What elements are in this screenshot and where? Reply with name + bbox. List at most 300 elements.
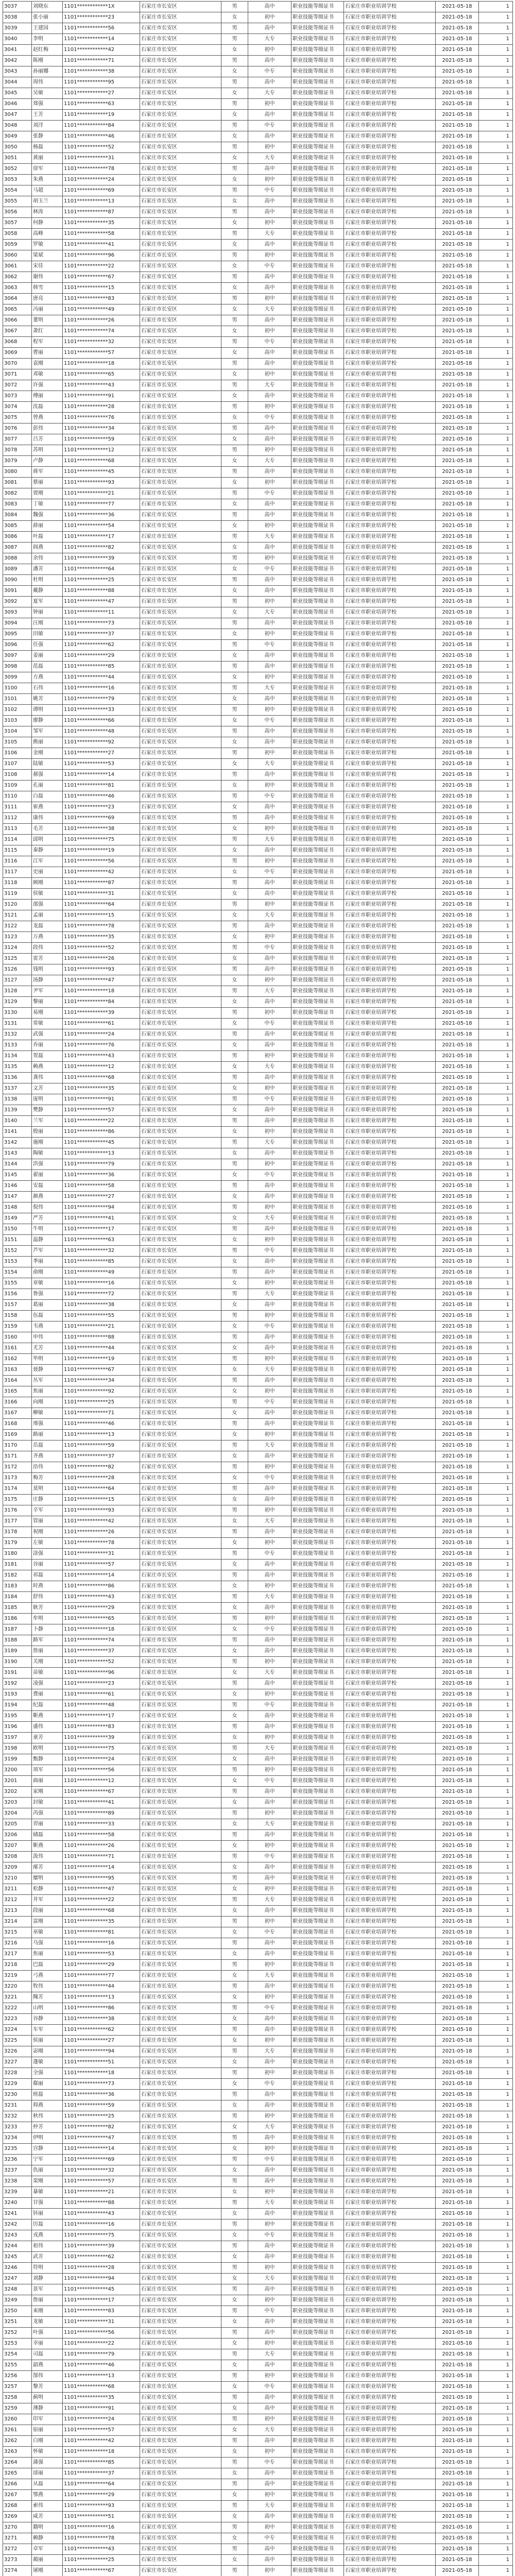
cell-id: 1101************94	[63, 1202, 140, 1213]
cell-name: 郗丽	[32, 2079, 63, 2090]
cell-region: 石家庄市长安区	[140, 2512, 221, 2522]
cell-education: 初中	[248, 2371, 291, 2382]
cell-gender: 男	[221, 23, 248, 34]
table-row	[3, 1516, 513, 1527]
cell-org: 石家庄市职业培训学校	[344, 1841, 436, 1852]
table-row	[3, 1949, 513, 1960]
cell-date: 2021-05-18	[436, 1798, 479, 1808]
cell-cert: 职业技能等级证书	[291, 2025, 344, 2036]
cell-education: 高中	[248, 1495, 291, 1505]
cell-region: 石家庄市长安区	[140, 1668, 221, 1679]
cell-gender: 女	[221, 499, 248, 510]
cell-region: 石家庄市长安区	[140, 575, 221, 586]
cell-id: 1101************22	[63, 1895, 140, 1906]
cell-org: 石家庄市职业培训学校	[344, 791, 436, 802]
cell-date: 2021-05-18	[436, 1311, 479, 1321]
cell-id: 1101************33	[63, 705, 140, 716]
cell-date: 2021-05-18	[436, 2306, 479, 2317]
cell-region: 石家庄市长安区	[140, 2555, 221, 2566]
cell-name: 叶磊	[32, 532, 63, 543]
table-row	[3, 2209, 513, 2219]
cell-no: 3122	[3, 921, 32, 932]
cell-name: 彭伟	[32, 423, 63, 434]
cell-count: 1	[479, 456, 513, 467]
cell-cert: 职业技能等级证书	[291, 2447, 344, 2458]
cell-org: 石家庄市职业培训学校	[344, 2046, 436, 2057]
cell-education: 初中	[248, 1689, 291, 1700]
cell-name: 束刚	[32, 2306, 63, 2317]
cell-id: 1101************93	[63, 1505, 140, 1516]
cell-date: 2021-05-18	[436, 672, 479, 683]
cell-cert: 职业技能等级证书	[291, 510, 344, 521]
cell-count: 1	[479, 1473, 513, 1484]
cell-name: 翟丽	[32, 1170, 63, 1181]
cell-region: 石家庄市长安区	[140, 2338, 221, 2349]
table-row	[3, 240, 513, 250]
cell-org: 石家庄市职业培训学校	[344, 2198, 436, 2209]
cell-name: 姚芳	[32, 694, 63, 705]
cell-name: 芦军	[32, 1246, 63, 1257]
cell-no: 3221	[3, 1992, 32, 2003]
cell-region: 石家庄市长安区	[140, 1473, 221, 1484]
cell-cert: 职业技能等级证书	[291, 2274, 344, 2284]
cell-id: 1101************24	[63, 175, 140, 185]
cell-count: 1	[479, 1527, 513, 1538]
cell-education: 高中	[248, 737, 291, 748]
cell-id: 1101************43	[63, 2209, 140, 2219]
cell-org: 石家庄市职业培训学校	[344, 2522, 436, 2533]
cell-region: 石家庄市长安区	[140, 218, 221, 229]
cell-education: 高中	[248, 2, 291, 12]
cell-no: 3205	[3, 1819, 32, 1830]
cell-gender: 男	[221, 1895, 248, 1906]
cell-id: 1101************1X	[63, 2, 140, 12]
cell-id: 1101************35	[63, 1083, 140, 1094]
cell-name: 白刚	[32, 2436, 63, 2447]
cell-id: 1101************46	[63, 791, 140, 802]
cell-name: 宋佳	[32, 261, 63, 272]
cell-name: 聂静	[32, 1365, 63, 1376]
cell-region: 石家庄市长安区	[140, 142, 221, 153]
cell-region: 石家庄市长安区	[140, 586, 221, 597]
cell-gender: 男	[221, 1267, 248, 1278]
cell-no: 3251	[3, 2317, 32, 2328]
cell-education: 中专	[248, 2079, 291, 2090]
cell-no: 3271	[3, 2533, 32, 2544]
cell-id: 1101************28	[63, 2263, 140, 2274]
cell-date: 2021-05-18	[436, 532, 479, 543]
cell-education: 高中	[248, 2479, 291, 2490]
cell-org: 石家庄市职业培训学校	[344, 1257, 436, 1267]
cell-date: 2021-05-18	[436, 2458, 479, 2468]
cell-cert: 职业技能等级证书	[291, 1808, 344, 1819]
cell-org: 石家庄市职业培训学校	[344, 2155, 436, 2165]
cell-gender: 男	[221, 1419, 248, 1430]
cell-date: 2021-05-18	[436, 1224, 479, 1235]
cell-region: 石家庄市长安区	[140, 716, 221, 726]
cell-org: 石家庄市职业培训学校	[344, 1873, 436, 1884]
cell-org: 石家庄市职业培训学校	[344, 1505, 436, 1516]
cell-no: 3168	[3, 1419, 32, 1430]
table-row	[3, 813, 513, 824]
cell-name: 梁斌	[32, 250, 63, 261]
cell-name: 董明	[32, 315, 63, 326]
cell-region: 石家庄市长安区	[140, 2046, 221, 2057]
cell-gender: 男	[221, 1354, 248, 1365]
table-row	[3, 164, 513, 175]
cell-cert: 职业技能等级证书	[291, 1722, 344, 1733]
cell-org: 石家庄市职业培训学校	[344, 986, 436, 997]
cell-name: 秦静	[32, 845, 63, 856]
cell-id: 1101************13	[63, 1148, 140, 1159]
cell-region: 石家庄市长安区	[140, 824, 221, 835]
table-row	[3, 1451, 513, 1462]
cell-id: 1101************44	[63, 1343, 140, 1354]
cell-count: 1	[479, 1419, 513, 1430]
cell-id: 1101************96	[63, 1668, 140, 1679]
cell-education: 高中	[248, 348, 291, 359]
cell-name: 牧伟	[32, 1981, 63, 1992]
cell-education: 高中	[248, 1560, 291, 1570]
table-row	[3, 2274, 513, 2284]
cell-count: 1	[479, 1581, 513, 1592]
cell-org: 石家庄市职业培训学校	[344, 910, 436, 921]
table-row	[3, 1527, 513, 1538]
cell-date: 2021-05-18	[436, 2025, 479, 2036]
cell-cert: 职业技能等级证书	[291, 1408, 344, 1419]
cell-date: 2021-05-18	[436, 1430, 479, 1440]
cell-education: 大专	[248, 1516, 291, 1527]
cell-org: 石家庄市职业培训学校	[344, 23, 436, 34]
cell-id: 1101************36	[63, 2090, 140, 2100]
cell-region: 石家庄市长安区	[140, 1376, 221, 1386]
cell-education: 初中	[248, 175, 291, 185]
cell-region: 石家庄市长安区	[140, 986, 221, 997]
cell-no: 3042	[3, 56, 32, 66]
cell-org: 石家庄市职业培训学校	[344, 380, 436, 391]
cell-region: 石家庄市长安区	[140, 618, 221, 629]
table-row	[3, 478, 513, 488]
table-row	[3, 932, 513, 943]
cell-gender: 女	[221, 175, 248, 185]
cell-id: 1101************43	[63, 1051, 140, 1062]
cell-no: 3203	[3, 1798, 32, 1808]
cell-cert: 职业技能等级证书	[291, 1365, 344, 1376]
cell-name: 井军	[32, 1895, 63, 1906]
cell-count: 1	[479, 2100, 513, 2111]
cell-cert: 职业技能等级证书	[291, 932, 344, 943]
cell-date: 2021-05-18	[436, 2122, 479, 2133]
cell-date: 2021-05-18	[436, 1246, 479, 1257]
cell-cert: 职业技能等级证书	[291, 1862, 344, 1873]
cell-gender: 女	[221, 672, 248, 683]
cell-no: 3145	[3, 1170, 32, 1181]
cell-no: 3211	[3, 1884, 32, 1895]
cell-date: 2021-05-18	[436, 1624, 479, 1635]
cell-cert: 职业技能等级证书	[291, 748, 344, 759]
cell-count: 1	[479, 781, 513, 791]
cell-cert: 职业技能等级证书	[291, 802, 344, 813]
cell-org: 石家庄市职业培训学校	[344, 1029, 436, 1040]
cell-id: 1101************18	[63, 2447, 140, 2458]
cell-org: 石家庄市职业培训学校	[344, 1679, 436, 1689]
cell-date: 2021-05-18	[436, 12, 479, 23]
cell-no: 3265	[3, 2468, 32, 2479]
cell-date: 2021-05-18	[436, 2317, 479, 2328]
cell-date: 2021-05-18	[436, 835, 479, 845]
cell-no: 3191	[3, 1668, 32, 1679]
cell-gender: 男	[221, 1484, 248, 1495]
cell-no: 3206	[3, 1830, 32, 1841]
cell-gender: 女	[221, 2274, 248, 2284]
cell-no: 3141	[3, 1127, 32, 1138]
cell-id: 1101************86	[63, 1581, 140, 1592]
cell-date: 2021-05-18	[436, 1538, 479, 1549]
cell-count: 1	[479, 478, 513, 488]
cell-region: 石家庄市长安区	[140, 121, 221, 131]
cell-education: 高中	[248, 1646, 291, 1657]
cell-no: 3186	[3, 1614, 32, 1624]
cell-region: 石家庄市长安区	[140, 1581, 221, 1592]
cell-no: 3252	[3, 2328, 32, 2338]
cell-no: 3228	[3, 2068, 32, 2079]
cell-cert: 职业技能等级证书	[291, 185, 344, 196]
cell-region: 石家庄市长安区	[140, 1776, 221, 1787]
cell-org: 石家庄市职业培训学校	[344, 856, 436, 867]
cell-region: 石家庄市长安区	[140, 1235, 221, 1246]
cell-date: 2021-05-18	[436, 1354, 479, 1365]
cell-no: 3037	[3, 2, 32, 12]
cell-count: 1	[479, 2566, 513, 2576]
cell-no: 3081	[3, 478, 32, 488]
cell-no: 3148	[3, 1202, 32, 1213]
cell-id: 1101************26	[63, 1841, 140, 1852]
cell-count: 1	[479, 1213, 513, 1224]
cell-no: 3077	[3, 434, 32, 445]
cell-count: 1	[479, 413, 513, 423]
cell-no: 3215	[3, 1927, 32, 1938]
cell-region: 石家庄市长安区	[140, 770, 221, 781]
table-row	[3, 1343, 513, 1354]
cell-count: 1	[479, 1484, 513, 1495]
cell-region: 石家庄市长安区	[140, 34, 221, 45]
cell-no: 3158	[3, 1311, 32, 1321]
cell-id: 1101************15	[63, 910, 140, 921]
cell-cert: 职业技能等级证书	[291, 575, 344, 586]
cell-cert: 职业技能等级证书	[291, 1624, 344, 1635]
cell-cert: 职业技能等级证书	[291, 1927, 344, 1938]
cell-education: 高中	[248, 434, 291, 445]
cell-cert: 职业技能等级证书	[291, 1300, 344, 1311]
cell-count: 1	[479, 1679, 513, 1689]
cell-education: 高中	[248, 1408, 291, 1419]
cell-name: 杜明	[32, 575, 63, 586]
cell-date: 2021-05-18	[436, 2176, 479, 2187]
cell-no: 3219	[3, 1971, 32, 1981]
cell-gender: 男	[221, 1873, 248, 1884]
cell-name: 黎丽	[32, 997, 63, 1008]
cell-region: 石家庄市长安区	[140, 1603, 221, 1614]
cell-no: 3084	[3, 510, 32, 521]
cell-count: 1	[479, 185, 513, 196]
cell-education: 大专	[248, 1213, 291, 1224]
cell-no: 3051	[3, 153, 32, 164]
cell-name: 卓军	[32, 2544, 63, 2555]
cell-name: 范磊	[32, 662, 63, 672]
cell-id: 1101************56	[63, 2328, 140, 2338]
cell-gender: 女	[221, 326, 248, 337]
cell-name: 齐燕	[32, 1451, 63, 1462]
cell-gender: 女	[221, 1235, 248, 1246]
cell-count: 1	[479, 2219, 513, 2230]
cell-org: 石家庄市职业培训学校	[344, 1430, 436, 1440]
table-row	[3, 521, 513, 532]
cell-education: 大专	[248, 1062, 291, 1073]
cell-count: 1	[479, 12, 513, 23]
cell-no: 3082	[3, 488, 32, 499]
table-row	[3, 2100, 513, 2111]
cell-org: 石家庄市职业培训学校	[344, 2057, 436, 2068]
cell-count: 1	[479, 2025, 513, 2036]
cell-name: 吴敏	[32, 88, 63, 99]
cell-education: 高中	[248, 1722, 291, 1733]
cell-no: 3202	[3, 1787, 32, 1798]
cell-count: 1	[479, 1960, 513, 1971]
cell-name: 邵强	[32, 900, 63, 910]
cell-no: 3236	[3, 2155, 32, 2165]
cell-date: 2021-05-18	[436, 845, 479, 856]
cell-cert: 职业技能等级证书	[291, 521, 344, 532]
cell-gender: 男	[221, 662, 248, 672]
cell-org: 石家庄市职业培训学校	[344, 2403, 436, 2414]
cell-org: 石家庄市职业培训学校	[344, 1981, 436, 1992]
table-row	[3, 1267, 513, 1278]
cell-name: 许强	[32, 380, 63, 391]
cell-cert: 职业技能等级证书	[291, 1343, 344, 1354]
cell-education: 高中	[248, 1873, 291, 1884]
cell-education: 高中	[248, 77, 291, 88]
cell-id: 1101************22	[63, 261, 140, 272]
cell-education: 初中	[248, 1278, 291, 1289]
table-row	[3, 672, 513, 683]
cell-gender: 女	[221, 1992, 248, 2003]
cell-no: 3108	[3, 770, 32, 781]
cell-date: 2021-05-18	[436, 1711, 479, 1722]
cell-date: 2021-05-18	[436, 1776, 479, 1787]
cell-count: 1	[479, 629, 513, 640]
cell-id: 1101************61	[63, 1019, 140, 1029]
table-row	[3, 1873, 513, 1884]
cell-name: 邓敏	[32, 369, 63, 380]
table-row	[3, 2165, 513, 2176]
cell-gender: 女	[221, 304, 248, 315]
cell-id: 1101************18	[63, 986, 140, 997]
cell-date: 2021-05-18	[436, 1603, 479, 1614]
table-row	[3, 629, 513, 640]
cell-no: 3269	[3, 2512, 32, 2522]
cell-cert: 职业技能等级证书	[291, 1267, 344, 1278]
cell-region: 石家庄市长安区	[140, 607, 221, 618]
cell-cert: 职业技能等级证书	[291, 1083, 344, 1094]
cell-count: 1	[479, 131, 513, 142]
cell-education: 中专	[248, 1549, 291, 1560]
cell-org: 石家庄市职业培训学校	[344, 1884, 436, 1895]
cell-region: 石家庄市长安区	[140, 900, 221, 910]
table-row	[3, 1884, 513, 1895]
table-row	[3, 99, 513, 110]
cell-region: 石家庄市长安区	[140, 1873, 221, 1884]
cell-count: 1	[479, 1343, 513, 1354]
table-row	[3, 1560, 513, 1570]
cell-count: 1	[479, 2403, 513, 2414]
cell-gender: 男	[221, 532, 248, 543]
cell-cert: 职业技能等级证书	[291, 1051, 344, 1062]
cell-count: 1	[479, 640, 513, 651]
cell-count: 1	[479, 1971, 513, 1981]
cell-org: 石家庄市职业培训学校	[344, 445, 436, 456]
cell-gender: 女	[221, 1148, 248, 1159]
cell-date: 2021-05-18	[436, 110, 479, 121]
cell-region: 石家庄市长安区	[140, 2566, 221, 2576]
cell-region: 石家庄市长安区	[140, 2252, 221, 2263]
cell-name: 贾刚	[32, 488, 63, 499]
table-row	[3, 175, 513, 185]
cell-date: 2021-05-18	[436, 348, 479, 359]
cell-no: 3129	[3, 997, 32, 1008]
cell-no: 3201	[3, 1776, 32, 1787]
cell-org: 石家庄市职业培训学校	[344, 2122, 436, 2133]
cell-org: 石家庄市职业培训学校	[344, 2003, 436, 2014]
cell-no: 3091	[3, 586, 32, 597]
cell-no: 3270	[3, 2522, 32, 2533]
cell-education: 中专	[248, 716, 291, 726]
cell-count: 1	[479, 1884, 513, 1895]
cell-count: 1	[479, 716, 513, 726]
cell-id: 1101************57	[63, 2425, 140, 2436]
cell-date: 2021-05-18	[436, 294, 479, 304]
cell-gender: 女	[221, 1884, 248, 1895]
cell-id: 1101************67	[63, 1787, 140, 1798]
cell-no: 3193	[3, 1689, 32, 1700]
cell-count: 1	[479, 2176, 513, 2187]
cell-name: 邱明	[32, 835, 63, 845]
cell-region: 石家庄市长安区	[140, 2403, 221, 2414]
cell-org: 石家庄市职业培训学校	[344, 250, 436, 261]
cell-id: 1101************45	[63, 2284, 140, 2295]
table-row	[3, 2068, 513, 2079]
cell-org: 石家庄市职业培训学校	[344, 1181, 436, 1192]
cell-org: 石家庄市职业培训学校	[344, 2079, 436, 2090]
cell-name: 余伟	[32, 553, 63, 564]
cell-date: 2021-05-18	[436, 164, 479, 175]
cell-name: 俞刚	[32, 1267, 63, 1278]
cell-count: 1	[479, 142, 513, 153]
cell-cert: 职业技能等级证书	[291, 2263, 344, 2274]
cell-date: 2021-05-18	[436, 1516, 479, 1527]
cell-org: 石家庄市职业培训学校	[344, 402, 436, 413]
cell-name: 项军	[32, 1765, 63, 1776]
table-row	[3, 1397, 513, 1408]
cell-region: 石家庄市长安区	[140, 1981, 221, 1992]
cell-education: 高中	[248, 1711, 291, 1722]
cell-education: 初中	[248, 2338, 291, 2349]
cell-education: 初中	[248, 1884, 291, 1895]
cell-cert: 职业技能等级证书	[291, 2187, 344, 2198]
cell-count: 1	[479, 153, 513, 164]
cell-org: 石家庄市职业培训学校	[344, 932, 436, 943]
cell-education: 中专	[248, 2382, 291, 2393]
cell-cert: 职业技能等级证书	[291, 878, 344, 889]
